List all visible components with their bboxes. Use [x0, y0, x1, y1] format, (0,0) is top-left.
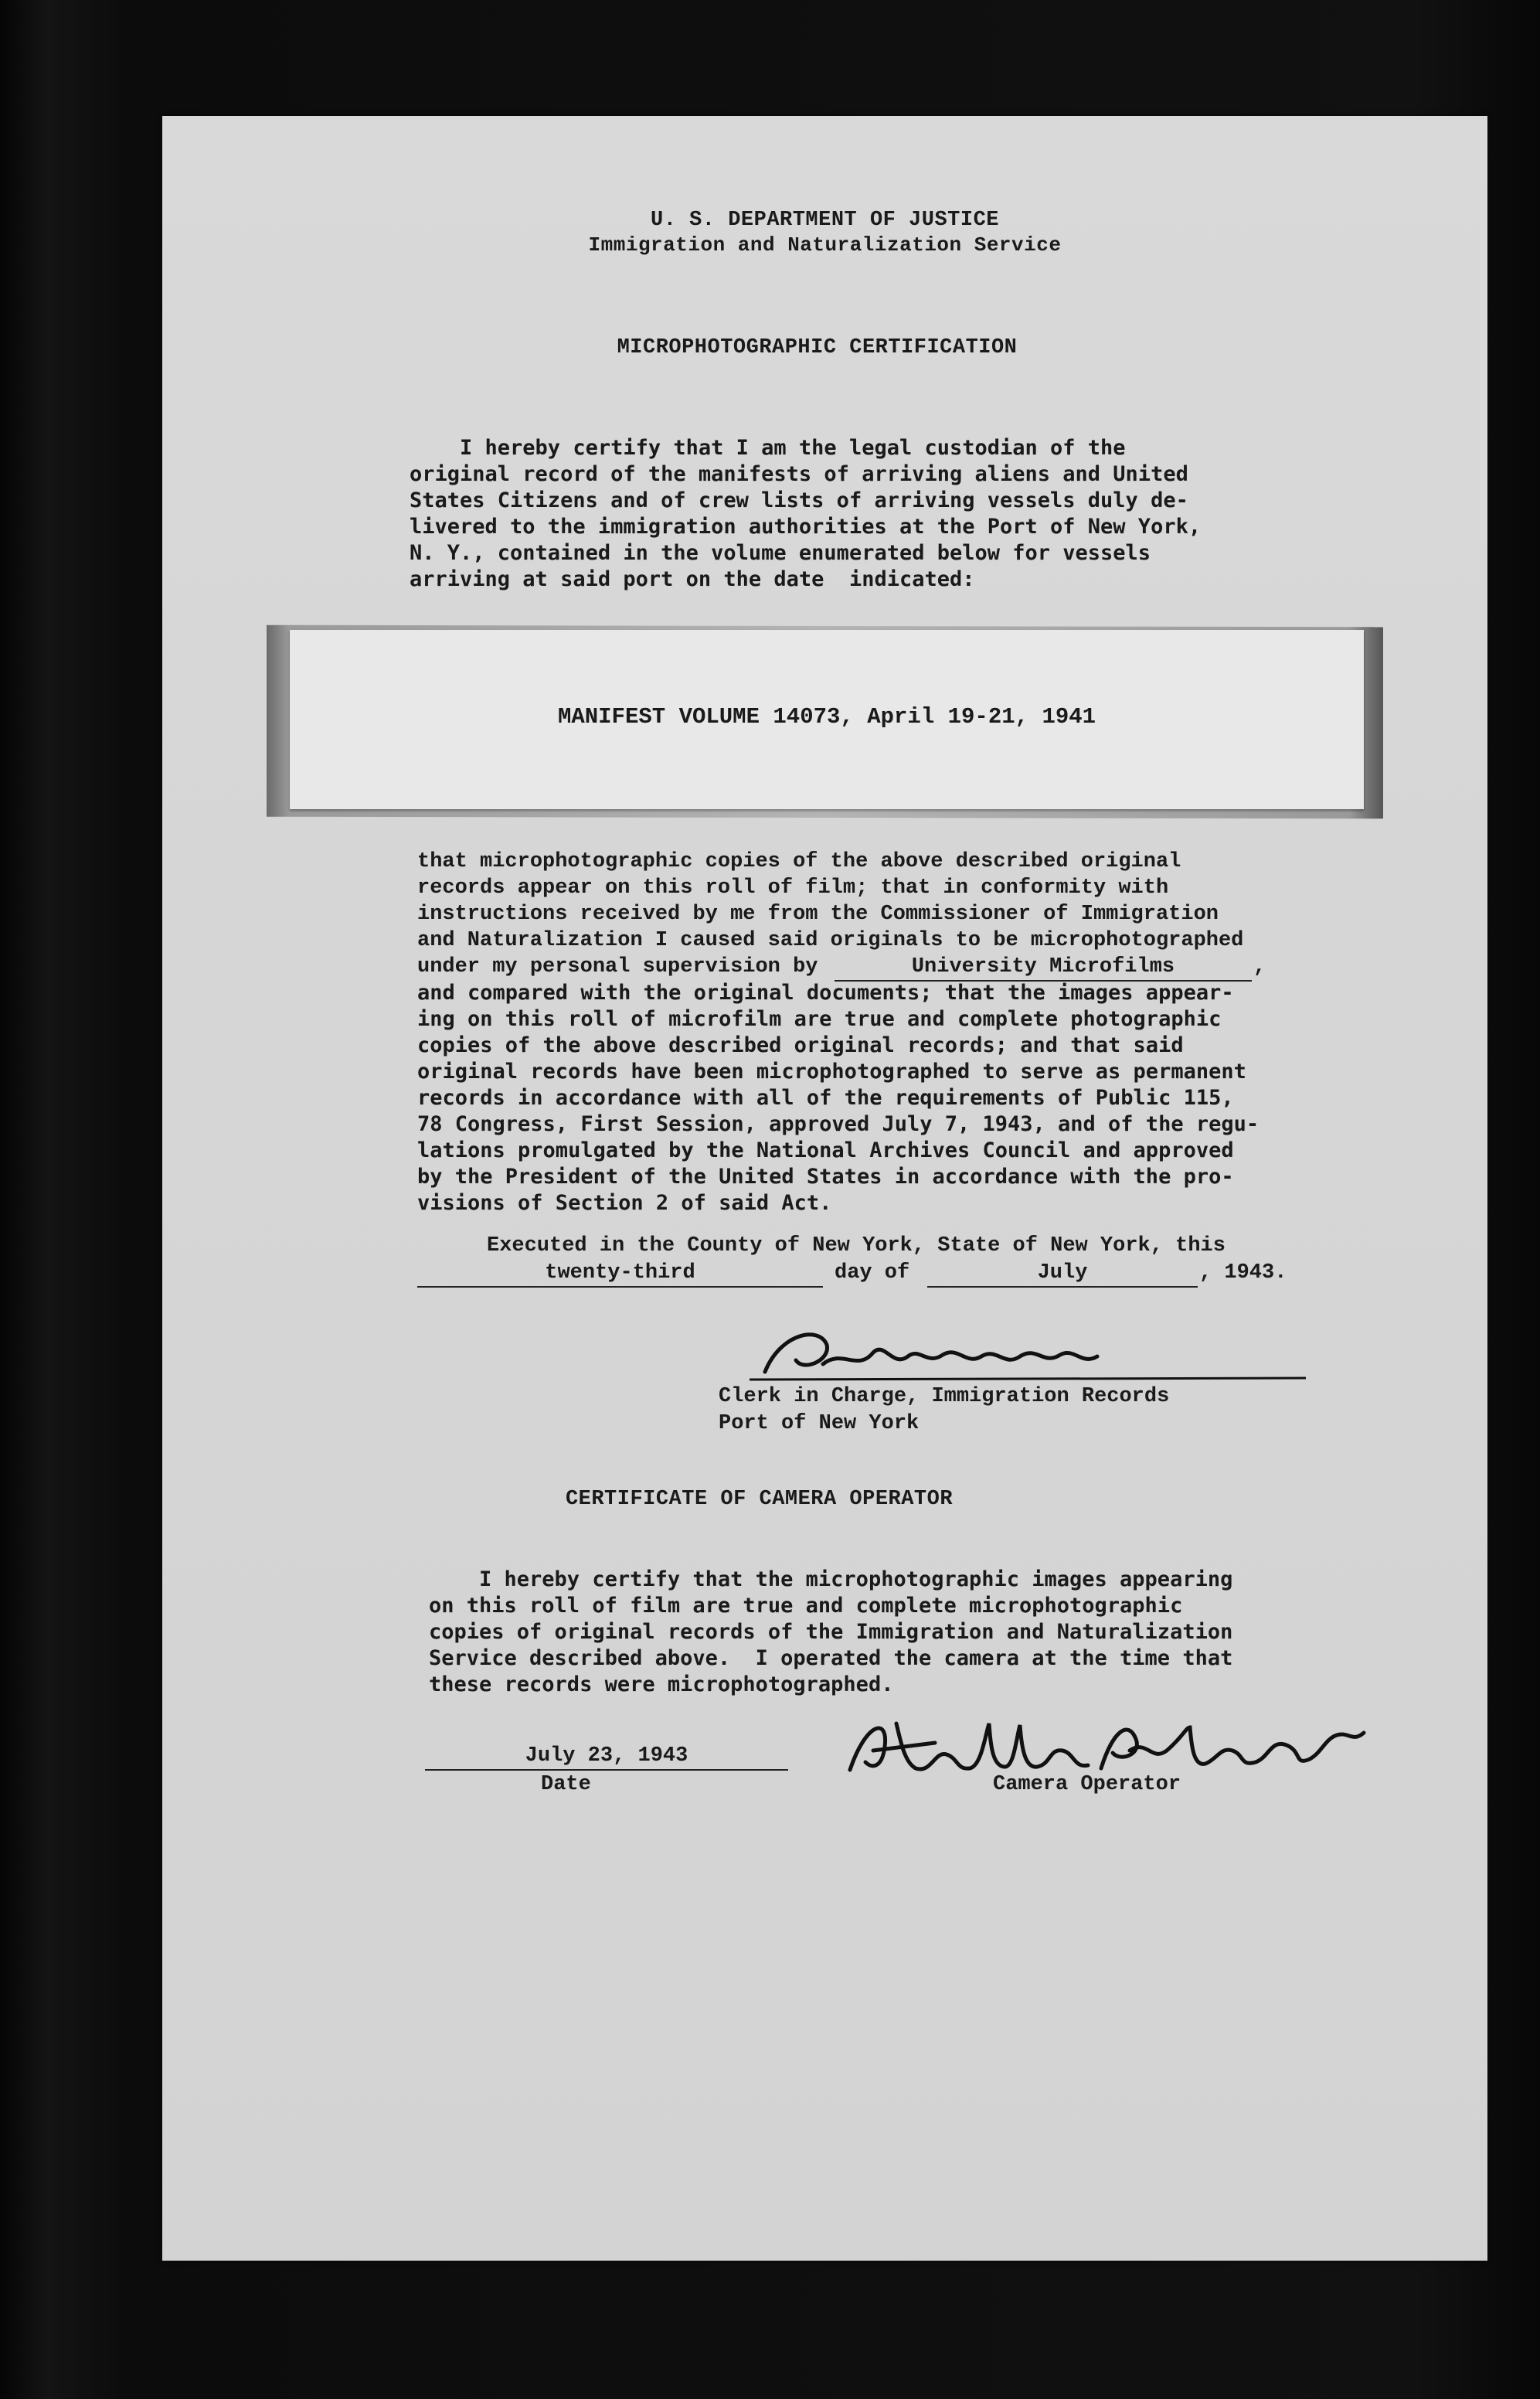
body-line-2: records appear on this roll of film; that in conformity with: [417, 876, 1169, 900]
clerk-port: Port of New York: [719, 1412, 920, 1435]
executed-text: Executed in the County of New York, State of New York, this: [487, 1234, 1226, 1257]
year-text: , 1943.: [1199, 1261, 1287, 1285]
certification-title: MICROPHOTOGRAPHIC CERTIFICATION: [617, 336, 1018, 359]
body-line-5-prefix: under my personal supervision by: [417, 955, 818, 978]
department-heading: U. S. DEPARTMENT OF JUSTICE: [651, 209, 999, 232]
day-of-text: day of: [835, 1261, 910, 1285]
intro-paragraph: I hereby certify that I am the legal custodian of the original record of the manifests of arriving aliens and United States Citizens and of crew lists of arriving vessels duly de- livered to the immigration authorities at the Port of New York, N. Y., contained in the volume enumerated below for vessels arriving at said port on the date indicated:: [410, 436, 1202, 591]
day-field: twenty-third: [417, 1260, 823, 1288]
month-field: July: [927, 1260, 1198, 1288]
body-paragraph: and compared with the original documents; that the images appear- ing on this roll of microfilm are true and complete photographic copies of the above described original records; and that said original records have been microphotographed to serve as permanent records in accordance with all of the requirements of Public 115, 78 Congress, First Session, approved July 7, 1943, and of the regu- lations promulgated by the National Archives Council and approved by the President of the United States in accordance with the pro- visions of Section 2 of said Act.: [417, 981, 1260, 1215]
clerk-title: Clerk in Charge, Immigration Records: [719, 1385, 1170, 1408]
body-line-5-suffix: ,: [1253, 955, 1266, 978]
camera-certificate-title: CERTIFICATE OF CAMERA OPERATOR: [565, 1488, 954, 1511]
body-line-1: that microphotographic copies of the above described original: [417, 850, 1181, 873]
volume-label: MANIFEST VOLUME 14073, April 19-21, 1941: [557, 704, 1096, 730]
supervisor-field: University Microfilms: [835, 954, 1252, 982]
camera-paragraph: I hereby certify that the microphotographic images appearing on this roll of film are true and complete microphotographic copies of original records of the Immigration and Naturalization Service described above. I operated the camera at the time that these records were microphotographed.: [429, 1567, 1233, 1696]
camera-operator-label: Camera Operator: [993, 1773, 1181, 1796]
clerk-signature-icon: [750, 1318, 1306, 1387]
volume-label-strip: [290, 630, 1364, 809]
camera-date-field: July 23, 1943: [425, 1743, 788, 1771]
body-line-4: and Naturalization I caused said originals to be microphotographed: [417, 929, 1244, 952]
body-line-3: instructions received by me from the Commissioner of Immigration: [417, 903, 1219, 926]
service-heading: Immigration and Naturalization Service: [588, 233, 1062, 257]
camera-date-label: Date: [541, 1773, 591, 1796]
certificate-page: [162, 116, 1487, 2261]
